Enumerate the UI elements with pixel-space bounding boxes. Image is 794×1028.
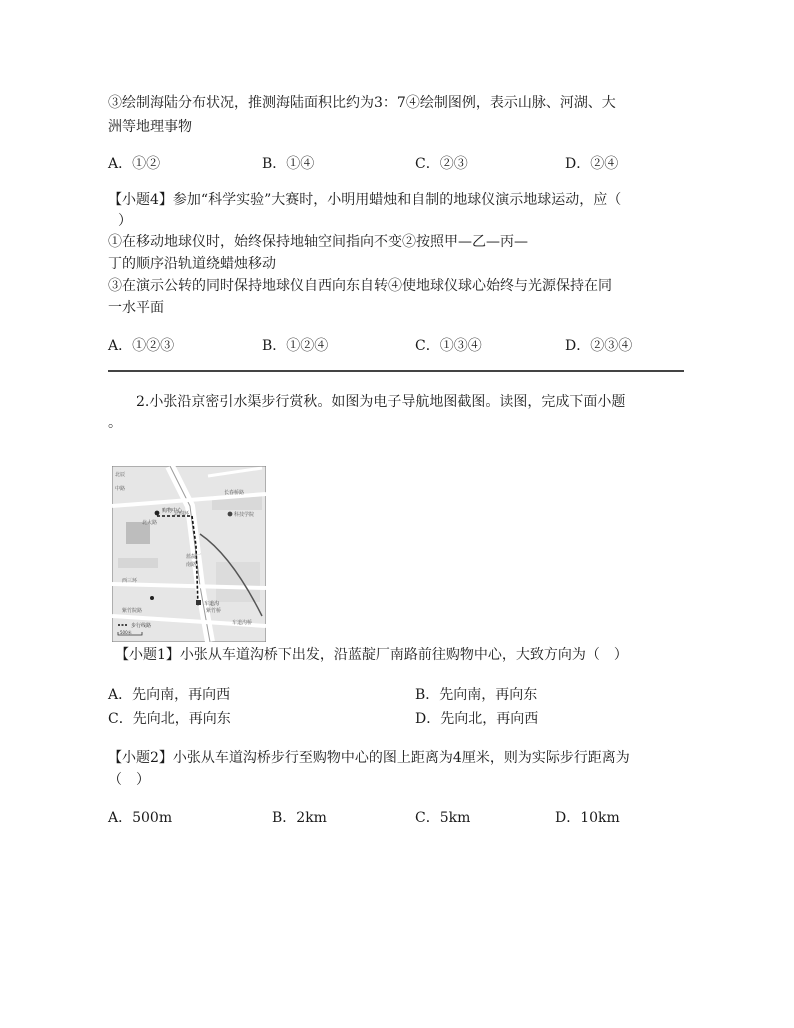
option-a: A．500m xyxy=(108,810,173,826)
option-b: B．①④ xyxy=(262,156,315,172)
question-stem: 【小题4】参加“科学实验”大赛时，小明用蜡烛和自制的地球仪演示地球运动，应（ xyxy=(108,192,622,208)
map-label: 科技学院 xyxy=(234,512,255,518)
option-b: B．2km xyxy=(272,810,327,826)
question-item: 一水平面 xyxy=(108,300,164,316)
mall-marker-icon xyxy=(155,511,160,516)
navigation-map xyxy=(112,466,266,642)
option-c: C．②③ xyxy=(415,156,468,172)
option-a: A．①②③ xyxy=(108,338,175,354)
question-stem-cont: （ ） xyxy=(108,772,150,788)
option-a: A．①② xyxy=(108,156,161,172)
map-label: 车道沟 xyxy=(204,601,220,607)
option-d: D．10km xyxy=(555,810,620,826)
option-c: C．先向北，再向东 xyxy=(108,711,231,727)
question-text-line: ③绘制海陆分布状况，推测海陆面积比约为3：7④绘制图例，表示山脉、河湖、大 xyxy=(108,95,616,111)
map-label: 紫竹桥 xyxy=(206,608,222,614)
option-a: A．先向南，再向西 xyxy=(108,687,231,703)
question-intro: 2.小张沿京密引水渠步行赏秋。如图为电子导航地图截图。读图，完成下面小题 xyxy=(136,394,626,410)
map-label: 紫竹院路 xyxy=(122,608,143,614)
map-label: 长春桥路 xyxy=(224,490,245,496)
map-label: 中路 xyxy=(115,486,126,492)
legend-label: 步行线路 xyxy=(131,623,152,629)
option-b: B．①②④ xyxy=(262,338,329,354)
question-item: ③在演示公转的同时保持地球仪自西向东自转④使地球仪球心始终与光源保持在同 xyxy=(108,278,612,294)
option-b: B．先向南，再向东 xyxy=(415,687,538,703)
question-item: 丁的顺序沿轨道绕蜡烛移动 xyxy=(108,256,276,272)
option-d: D．②④ xyxy=(565,156,619,172)
section-divider xyxy=(108,370,684,372)
station-marker-icon xyxy=(196,600,201,605)
question-item: ①在移动地球仪时，始终保持地轴空间指向不变②按照甲—乙—丙— xyxy=(108,234,528,250)
map-label: 南路 xyxy=(186,562,197,568)
question-stem-cont: ） xyxy=(118,213,132,229)
option-c: C．5km xyxy=(415,810,471,826)
question-stem: 【小题1】小张从车道沟桥下出发，沿蓝靛厂南路前往购物中心，大致方向为（ ） xyxy=(115,647,628,663)
scale-label: 500米 xyxy=(120,630,132,635)
map-label-mall: 购物中心 xyxy=(162,508,183,514)
school-marker-icon xyxy=(228,512,233,517)
map-label: 蓝靛厂 xyxy=(186,554,202,560)
map-label: 北四环 xyxy=(174,511,190,517)
map-label: 北大路 xyxy=(142,520,158,526)
option-d: D．②③④ xyxy=(565,338,633,354)
question-text-line: 洲等地理事物 xyxy=(108,119,192,135)
map-label: 西三环 xyxy=(122,578,138,584)
map-label: 车道沟桥 xyxy=(232,620,253,626)
option-c: C．①③④ xyxy=(415,338,482,354)
question-stem: 【小题2】小张从车道沟桥步行至购物中心的图上距离为4厘米，则为实际步行距离为 xyxy=(108,750,630,766)
map-label: 北辰 xyxy=(115,472,126,478)
option-d: D．先向北，再向西 xyxy=(415,711,539,727)
poi-marker-icon xyxy=(150,596,154,600)
question-intro-cont: 。 xyxy=(108,415,122,431)
